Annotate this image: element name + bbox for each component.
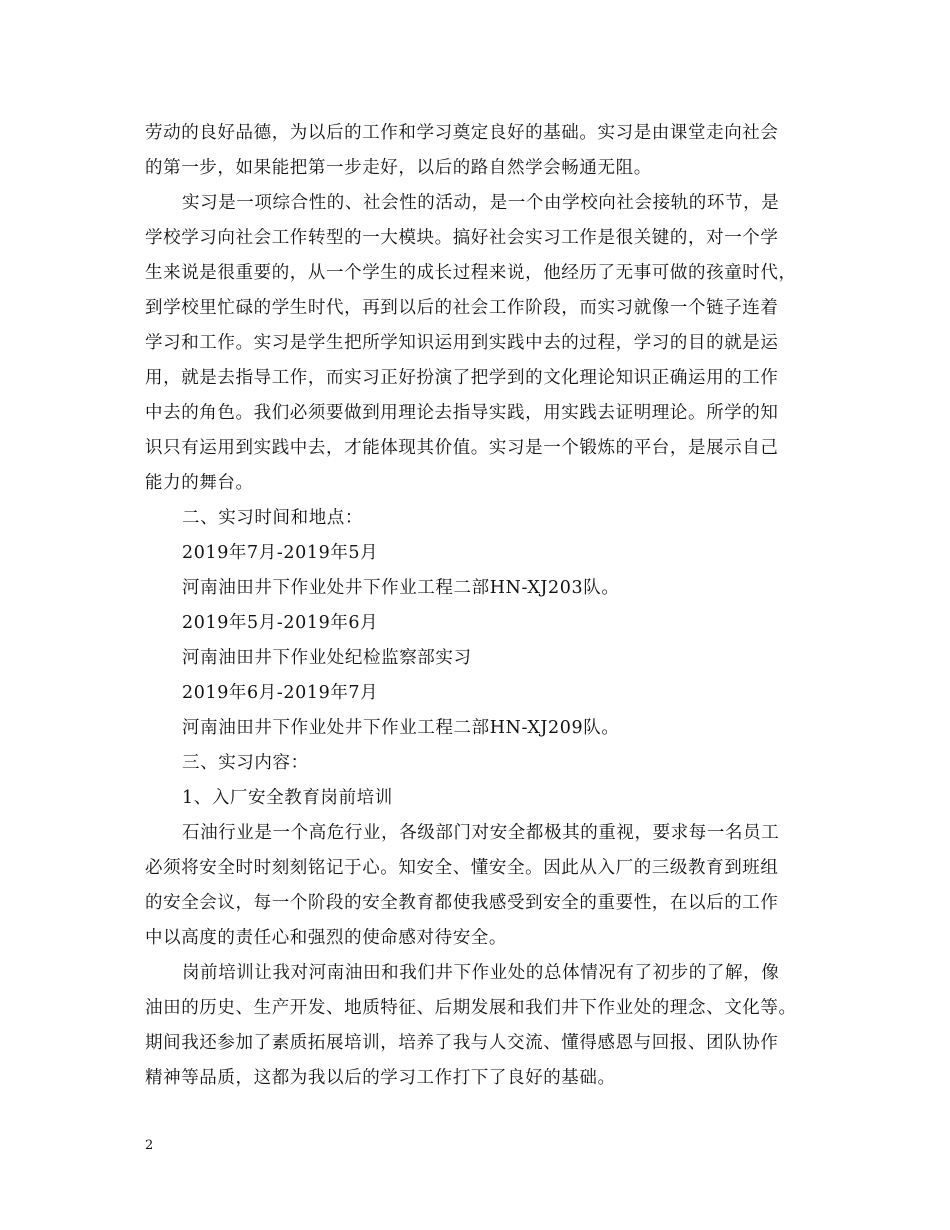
text-line: 中以高度的责任心和强烈的使命感对待安全。 <box>145 928 507 948</box>
text-line: 生来说是很重要的，从一个学生的成长过程来说，他经历了无事可做的孩童时代， <box>145 263 797 283</box>
text-line: 期间我还参加了素质拓展培训，培养了我与人交流、懂得感恩与回报、团队协作 <box>145 1033 779 1053</box>
text-line: 石油行业是一个高危行业，各级部门对安全都极其的重视，要求每一名员工 <box>182 823 780 843</box>
section-heading: 三、实习内容： <box>182 753 309 773</box>
text-line: 的安全会议，每一个阶段的安全教育都使我感受到安全的重要性，在以后的工作 <box>145 893 779 913</box>
text-line: 学校学习向社会工作转型的一大模块。搞好社会实习工作是很关键的，对一个学 <box>145 228 779 248</box>
text-line: 到学校里忙碌的学生时代，再到以后的社会工作阶段，而实习就像一个链子连着 <box>145 298 779 318</box>
page-number: 2 <box>145 1138 154 1153</box>
text-line: 河南油田井下作业处井下作业工程二部HN-XJ209队。 <box>182 718 620 738</box>
text-line: 的第一步，如果能把第一步走好，以后的路自然学会畅通无阻。 <box>145 158 652 178</box>
text-line: 河南油田井下作业处井下作业工程二部HN-XJ203队。 <box>182 578 620 598</box>
text-line: 2019年6月-2019年7月 <box>182 683 379 703</box>
text-line: 油田的历史、生产开发、地质特征、后期发展和我们井下作业处的理念、文化等。 <box>145 998 797 1018</box>
text-line: 2019年5月-2019年6月 <box>182 613 379 633</box>
text-line: 识只有运用到实践中去，才能体现其价值。实习是一个锻炼的平台，是展示自己 <box>145 438 779 458</box>
text-line: 实习是一项综合性的、社会性的活动，是一个由学校向社会接轨的环节，是 <box>182 193 780 213</box>
text-line: 中去的角色。我们必须要做到用理论去指导实践，用实践去证明理论。所学的知 <box>145 403 779 423</box>
text-line: 能力的舞台。 <box>145 473 254 493</box>
text-line: 岗前培训让我对河南油田和我们井下作业处的总体情况有了初步的了解，像 <box>182 963 780 983</box>
text-line: 河南油田井下作业处纪检监察部实习 <box>182 648 472 668</box>
text-line: 学习和工作。实习是学生把所学知识运用到实践中去的过程，学习的目的就是运 <box>145 333 779 353</box>
section-heading: 二、实习时间和地点： <box>182 508 363 528</box>
text-line: 精神等品质，这都为我以后的学习工作打下了良好的基础。 <box>145 1068 616 1088</box>
text-line: 用，就是去指导工作，而实习正好扮演了把学到的文化理论知识正确运用的工作 <box>145 368 779 388</box>
text-line: 劳动的良好品德，为以后的工作和学习奠定良好的基础。实习是由课堂走向社会 <box>145 123 779 143</box>
text-line: 2019年7月-2019年5月 <box>182 543 379 563</box>
subsection-heading: 1、入厂安全教育岗前培训 <box>182 788 393 808</box>
text-line: 必须将安全时时刻刻铭记于心。知安全、懂安全。因此从入厂的三级教育到班组 <box>145 858 779 878</box>
